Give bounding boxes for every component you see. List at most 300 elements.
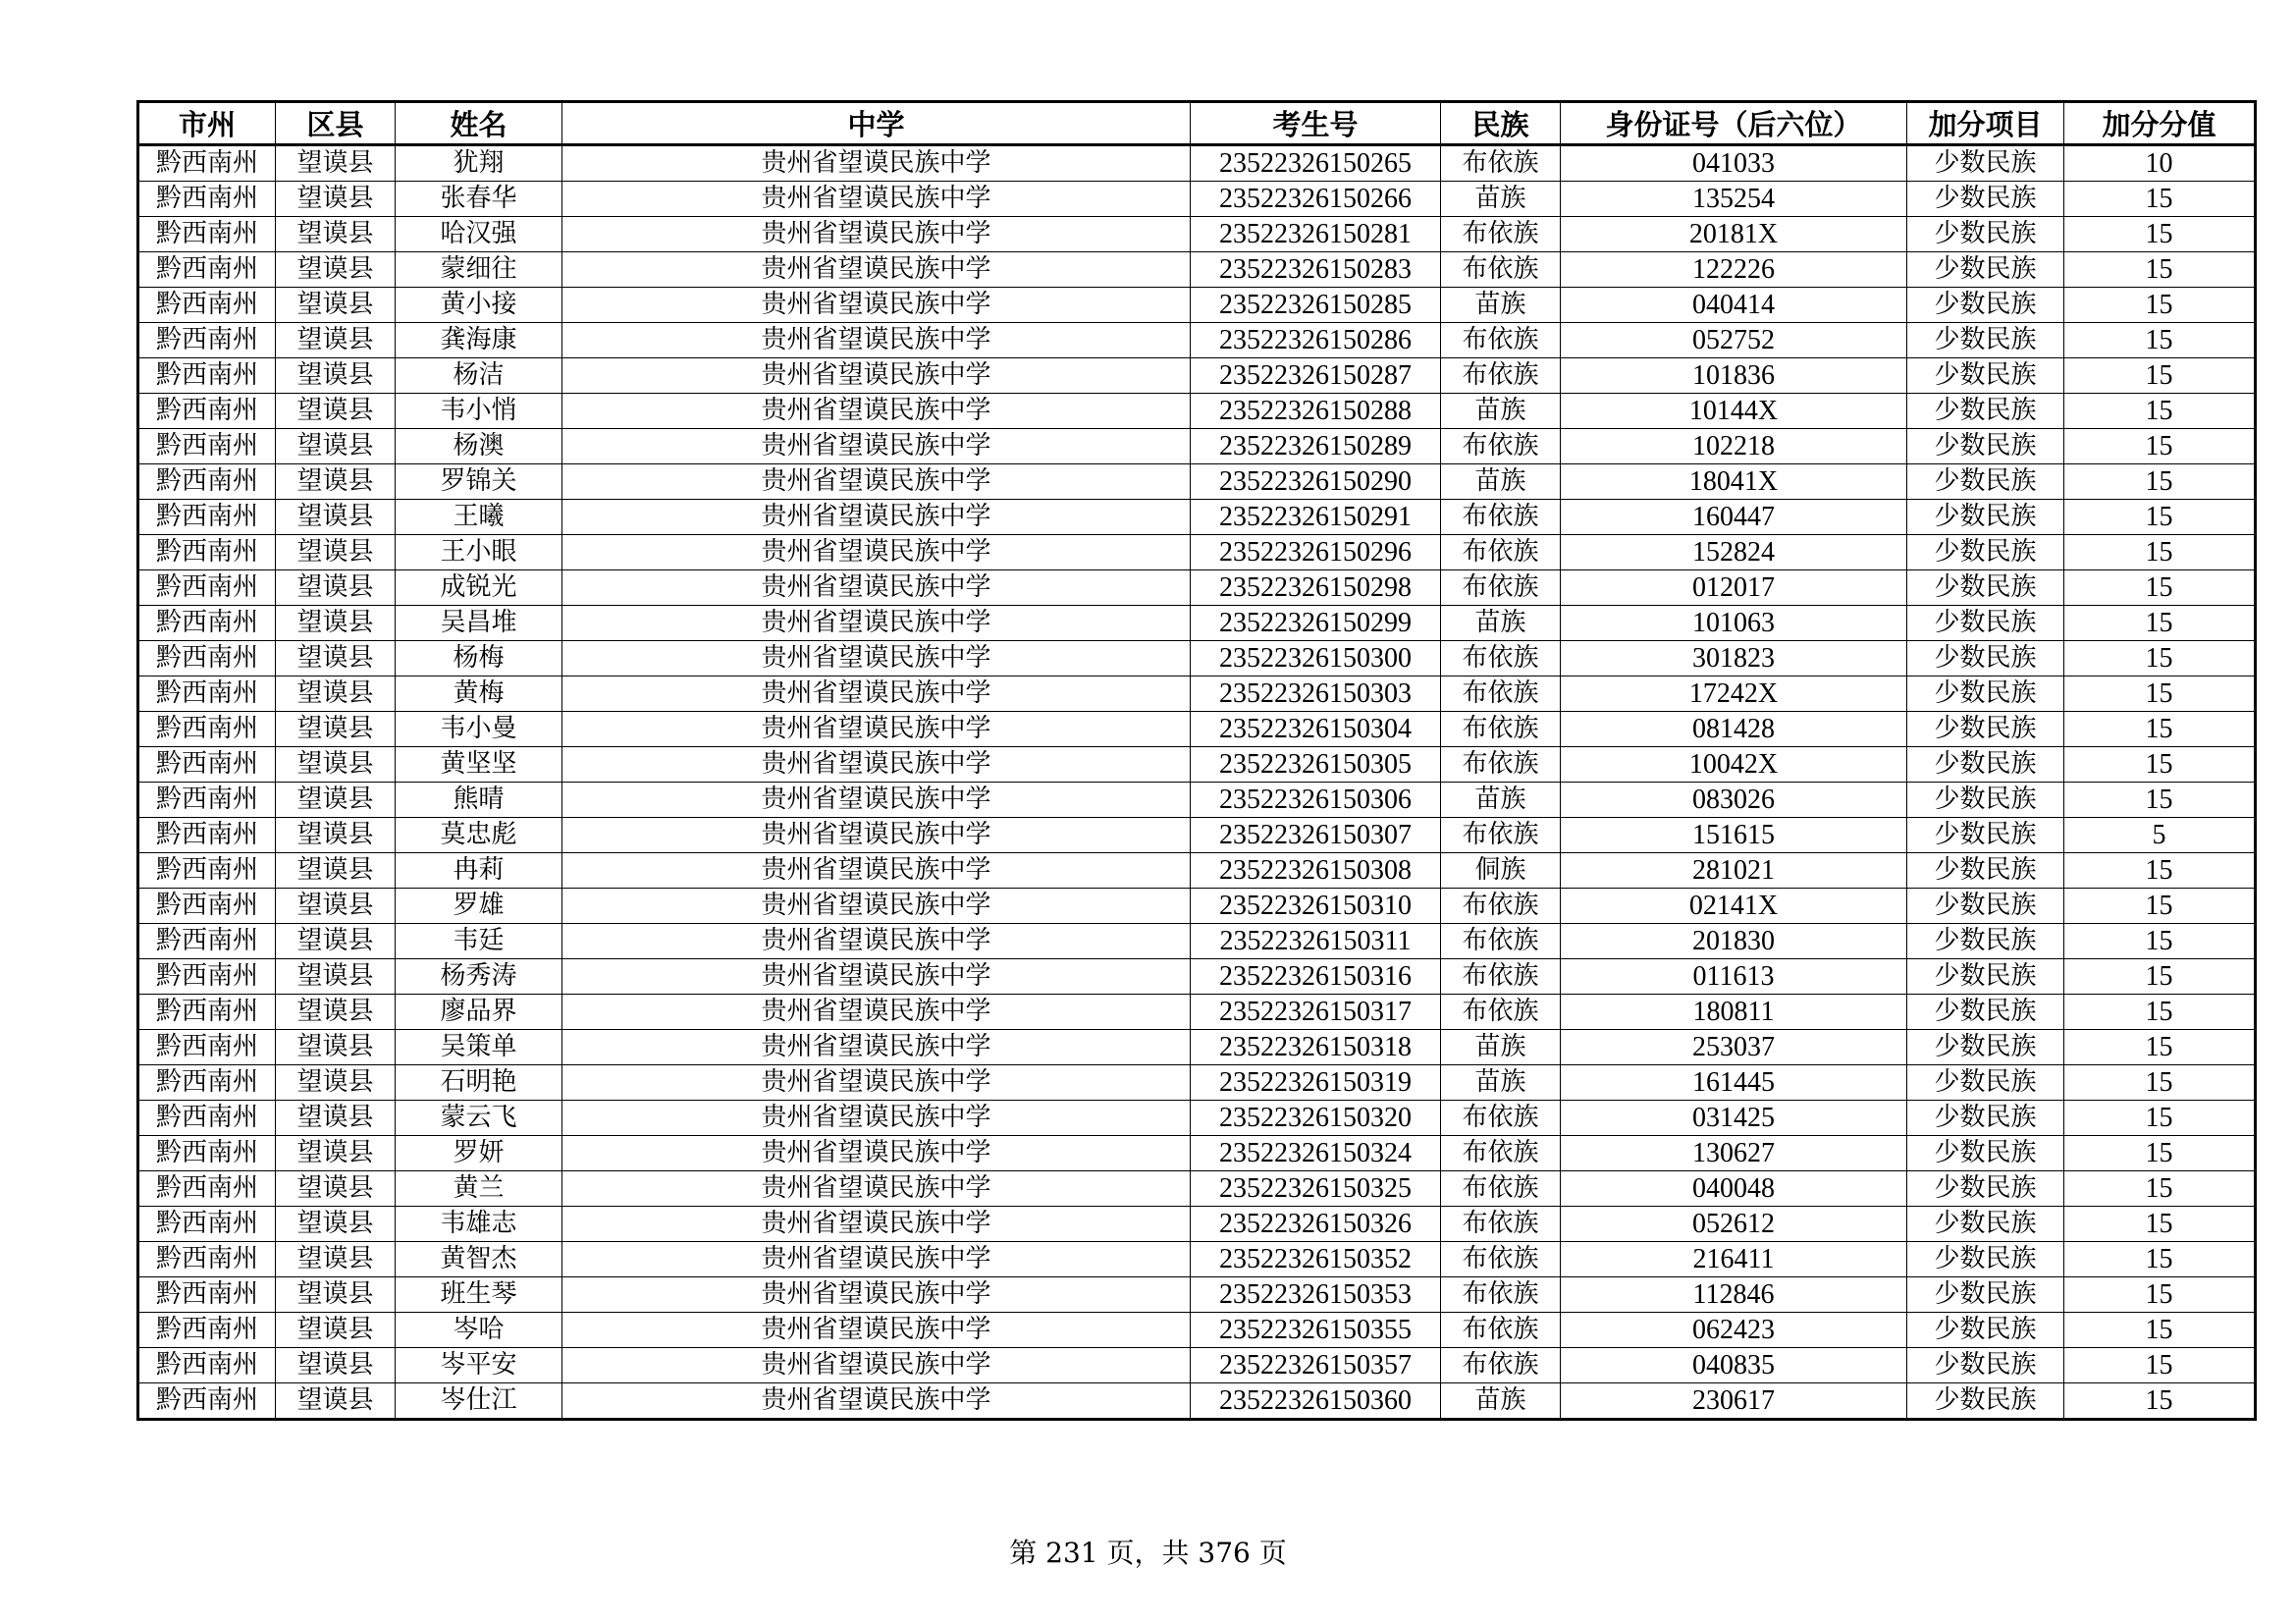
cell-bonus-value: 5: [2064, 818, 2256, 853]
cell-exam-number: 23522326150286: [1191, 323, 1441, 358]
table-row: [138, 1065, 2256, 1101]
cell-bonus-item: 少数民族: [1907, 924, 2064, 959]
cell-county: 望谟县: [276, 959, 396, 995]
cell-bonus-value: 15: [2064, 1207, 2256, 1242]
cell-bonus-value: 15: [2064, 394, 2256, 429]
cell-school: 贵州省望谟民族中学: [562, 182, 1191, 217]
table-row: [138, 1136, 2256, 1171]
cell-exam-number: 23522326150311: [1191, 924, 1441, 959]
cell-ethnicity: 布依族: [1441, 429, 1561, 464]
cell-ethnicity: 布依族: [1441, 889, 1561, 924]
cell-bonus-item: 少数民族: [1907, 464, 2064, 500]
cell-school: 贵州省望谟民族中学: [562, 394, 1191, 429]
cell-ethnicity: 布依族: [1441, 995, 1561, 1030]
cell-exam-number: 23522326150291: [1191, 500, 1441, 535]
cell-bonus-item: 少数民族: [1907, 217, 2064, 252]
cell-bonus-value: 15: [2064, 1136, 2256, 1171]
cell-ethnicity: 布依族: [1441, 1207, 1561, 1242]
cell-bonus-item: 少数民族: [1907, 1383, 2064, 1420]
cell-ethnicity: 苗族: [1441, 394, 1561, 429]
cell-id-suffix: 02141X: [1561, 889, 1907, 924]
cell-bonus-item: 少数民族: [1907, 783, 2064, 818]
cell-school: 贵州省望谟民族中学: [562, 677, 1191, 712]
cell-school: 贵州省望谟民族中学: [562, 358, 1191, 394]
cell-city: 黔西南州: [138, 783, 276, 818]
cell-ethnicity: 苗族: [1441, 182, 1561, 217]
cell-bonus-value: 15: [2064, 1277, 2256, 1313]
cell-ethnicity: 苗族: [1441, 1065, 1561, 1101]
column-header-county: 区县: [276, 102, 396, 145]
cell-id-suffix: 301823: [1561, 641, 1907, 677]
cell-school: 贵州省望谟民族中学: [562, 1383, 1191, 1420]
cell-school: 贵州省望谟民族中学: [562, 1101, 1191, 1136]
cell-county: 望谟县: [276, 252, 396, 288]
cell-bonus-value: 15: [2064, 924, 2256, 959]
cell-bonus-item: 少数民族: [1907, 959, 2064, 995]
cell-bonus-value: 15: [2064, 1171, 2256, 1207]
cell-name: 蒙云飞: [396, 1101, 562, 1136]
table-row: [138, 1277, 2256, 1313]
cell-id-suffix: 052612: [1561, 1207, 1907, 1242]
cell-bonus-item: 少数民族: [1907, 1171, 2064, 1207]
cell-bonus-value: 15: [2064, 1065, 2256, 1101]
cell-ethnicity: 布依族: [1441, 500, 1561, 535]
cell-city: 黔西南州: [138, 1348, 276, 1383]
cell-exam-number: 23522326150324: [1191, 1136, 1441, 1171]
cell-county: 望谟县: [276, 712, 396, 747]
cell-ethnicity: 布依族: [1441, 712, 1561, 747]
cell-bonus-value: 15: [2064, 535, 2256, 570]
cell-ethnicity: 布依族: [1441, 818, 1561, 853]
cell-county: 望谟县: [276, 783, 396, 818]
cell-bonus-value: 15: [2064, 853, 2256, 889]
cell-id-suffix: 216411: [1561, 1242, 1907, 1277]
cell-bonus-value: 15: [2064, 1383, 2256, 1420]
cell-bonus-value: 15: [2064, 1242, 2256, 1277]
cell-county: 望谟县: [276, 1207, 396, 1242]
table-row: [138, 995, 2256, 1030]
cell-bonus-item: 少数民族: [1907, 853, 2064, 889]
cell-exam-number: 23522326150360: [1191, 1383, 1441, 1420]
cell-school: 贵州省望谟民族中学: [562, 252, 1191, 288]
cell-county: 望谟县: [276, 217, 396, 252]
cell-city: 黔西南州: [138, 747, 276, 783]
cell-name: 杨梅: [396, 641, 562, 677]
cell-name: 犹翔: [396, 145, 562, 182]
cell-name: 罗妍: [396, 1136, 562, 1171]
cell-name: 韦小曼: [396, 712, 562, 747]
cell-bonus-value: 15: [2064, 429, 2256, 464]
cell-city: 黔西南州: [138, 677, 276, 712]
cell-bonus-item: 少数民族: [1907, 1207, 2064, 1242]
table-row: [138, 535, 2256, 570]
cell-county: 望谟县: [276, 1277, 396, 1313]
table-row: [138, 677, 2256, 712]
footer-prefix: 第: [1009, 1537, 1038, 1569]
cell-name: 韦雄志: [396, 1207, 562, 1242]
cell-city: 黔西南州: [138, 959, 276, 995]
cell-city: 黔西南州: [138, 394, 276, 429]
table-row: [138, 1207, 2256, 1242]
column-header-ethnicity: 民族: [1441, 102, 1561, 145]
cell-name: 班生琴: [396, 1277, 562, 1313]
cell-city: 黔西南州: [138, 429, 276, 464]
cell-exam-number: 23522326150316: [1191, 959, 1441, 995]
cell-bonus-item: 少数民族: [1907, 747, 2064, 783]
cell-city: 黔西南州: [138, 358, 276, 394]
cell-ethnicity: 布依族: [1441, 570, 1561, 606]
cell-county: 望谟县: [276, 1065, 396, 1101]
cell-exam-number: 23522326150300: [1191, 641, 1441, 677]
cell-id-suffix: 040048: [1561, 1171, 1907, 1207]
cell-id-suffix: 152824: [1561, 535, 1907, 570]
cell-school: 贵州省望谟民族中学: [562, 924, 1191, 959]
cell-school: 贵州省望谟民族中学: [562, 1277, 1191, 1313]
cell-bonus-value: 15: [2064, 677, 2256, 712]
table-row: [138, 1313, 2256, 1348]
cell-name: 莫忠彪: [396, 818, 562, 853]
cell-school: 贵州省望谟民族中学: [562, 1136, 1191, 1171]
table-row: [138, 145, 2256, 182]
table-row: [138, 394, 2256, 429]
cell-school: 贵州省望谟民族中学: [562, 323, 1191, 358]
cell-school: 贵州省望谟民族中学: [562, 959, 1191, 995]
cell-name: 龚海康: [396, 323, 562, 358]
cell-bonus-item: 少数民族: [1907, 394, 2064, 429]
cell-county: 望谟县: [276, 1101, 396, 1136]
cell-exam-number: 23522326150289: [1191, 429, 1441, 464]
cell-name: 哈汉强: [396, 217, 562, 252]
cell-school: 贵州省望谟民族中学: [562, 641, 1191, 677]
cell-id-suffix: 201830: [1561, 924, 1907, 959]
cell-county: 望谟县: [276, 464, 396, 500]
table-row: [138, 712, 2256, 747]
cell-id-suffix: 20181X: [1561, 217, 1907, 252]
table-row: [138, 252, 2256, 288]
cell-ethnicity: 布依族: [1441, 641, 1561, 677]
cell-name: 黄梅: [396, 677, 562, 712]
cell-id-suffix: 012017: [1561, 570, 1907, 606]
cell-exam-number: 23522326150299: [1191, 606, 1441, 641]
table-header-row: [138, 102, 2256, 145]
cell-ethnicity: 布依族: [1441, 535, 1561, 570]
table-body: [138, 145, 2256, 1420]
cell-ethnicity: 布依族: [1441, 959, 1561, 995]
cell-school: 贵州省望谟民族中学: [562, 464, 1191, 500]
cell-city: 黔西南州: [138, 288, 276, 323]
cell-bonus-value: 15: [2064, 500, 2256, 535]
cell-id-suffix: 18041X: [1561, 464, 1907, 500]
cell-exam-number: 23522326150318: [1191, 1030, 1441, 1065]
cell-id-suffix: 083026: [1561, 783, 1907, 818]
cell-id-suffix: 031425: [1561, 1101, 1907, 1136]
cell-county: 望谟县: [276, 853, 396, 889]
cell-name: 黄坚坚: [396, 747, 562, 783]
cell-county: 望谟县: [276, 570, 396, 606]
cell-city: 黔西南州: [138, 641, 276, 677]
cell-id-suffix: 040414: [1561, 288, 1907, 323]
page-footer: [0, 1532, 2296, 1571]
cell-bonus-value: 15: [2064, 959, 2256, 995]
cell-bonus-item: 少数民族: [1907, 1242, 2064, 1277]
cell-county: 望谟县: [276, 1171, 396, 1207]
cell-county: 望谟县: [276, 1136, 396, 1171]
roster-sheet: [136, 100, 2254, 1421]
cell-id-suffix: 052752: [1561, 323, 1907, 358]
cell-ethnicity: 布依族: [1441, 145, 1561, 182]
cell-city: 黔西南州: [138, 500, 276, 535]
table-row: [138, 641, 2256, 677]
cell-city: 黔西南州: [138, 464, 276, 500]
cell-school: 贵州省望谟民族中学: [562, 1207, 1191, 1242]
cell-school: 贵州省望谟民族中学: [562, 217, 1191, 252]
cell-ethnicity: 苗族: [1441, 783, 1561, 818]
cell-exam-number: 23522326150355: [1191, 1313, 1441, 1348]
cell-bonus-item: 少数民族: [1907, 570, 2064, 606]
cell-ethnicity: 苗族: [1441, 1030, 1561, 1065]
bonus-points-table: [136, 100, 2257, 1421]
cell-ethnicity: 侗族: [1441, 853, 1561, 889]
cell-city: 黔西南州: [138, 1313, 276, 1348]
cell-county: 望谟县: [276, 394, 396, 429]
column-header-bonus-item: 加分项目: [1907, 102, 2064, 145]
cell-city: 黔西南州: [138, 606, 276, 641]
cell-bonus-item: 少数民族: [1907, 641, 2064, 677]
cell-city: 黔西南州: [138, 1242, 276, 1277]
cell-id-suffix: 112846: [1561, 1277, 1907, 1313]
table-row: [138, 323, 2256, 358]
cell-county: 望谟县: [276, 535, 396, 570]
table-row: [138, 783, 2256, 818]
cell-exam-number: 23522326150357: [1191, 1348, 1441, 1383]
cell-ethnicity: 苗族: [1441, 1383, 1561, 1420]
table-row: [138, 1171, 2256, 1207]
cell-bonus-value: 15: [2064, 464, 2256, 500]
cell-school: 贵州省望谟民族中学: [562, 783, 1191, 818]
cell-bonus-item: 少数民族: [1907, 606, 2064, 641]
cell-exam-number: 23522326150310: [1191, 889, 1441, 924]
cell-county: 望谟县: [276, 323, 396, 358]
cell-city: 黔西南州: [138, 1207, 276, 1242]
cell-ethnicity: 苗族: [1441, 464, 1561, 500]
cell-city: 黔西南州: [138, 995, 276, 1030]
cell-county: 望谟县: [276, 500, 396, 535]
cell-county: 望谟县: [276, 924, 396, 959]
cell-county: 望谟县: [276, 995, 396, 1030]
cell-bonus-value: 15: [2064, 995, 2256, 1030]
cell-school: 贵州省望谟民族中学: [562, 712, 1191, 747]
cell-exam-number: 23522326150303: [1191, 677, 1441, 712]
cell-city: 黔西南州: [138, 323, 276, 358]
cell-exam-number: 23522326150287: [1191, 358, 1441, 394]
cell-name: 黄兰: [396, 1171, 562, 1207]
column-header-bonus-value: 加分分值: [2064, 102, 2256, 145]
cell-id-suffix: 062423: [1561, 1313, 1907, 1348]
cell-bonus-value: 15: [2064, 1030, 2256, 1065]
cell-bonus-value: 15: [2064, 783, 2256, 818]
cell-name: 吴昌堆: [396, 606, 562, 641]
table-row: [138, 818, 2256, 853]
cell-id-suffix: 135254: [1561, 182, 1907, 217]
cell-name: 成锐光: [396, 570, 562, 606]
cell-exam-number: 23522326150320: [1191, 1101, 1441, 1136]
cell-school: 贵州省望谟民族中学: [562, 747, 1191, 783]
cell-name: 岑仕江: [396, 1383, 562, 1420]
cell-name: 韦廷: [396, 924, 562, 959]
cell-ethnicity: 布依族: [1441, 217, 1561, 252]
cell-bonus-value: 15: [2064, 889, 2256, 924]
cell-bonus-item: 少数民族: [1907, 677, 2064, 712]
cell-name: 王曦: [396, 500, 562, 535]
cell-city: 黔西南州: [138, 1277, 276, 1313]
table-row: [138, 1101, 2256, 1136]
cell-bonus-item: 少数民族: [1907, 995, 2064, 1030]
cell-bonus-value: 15: [2064, 606, 2256, 641]
cell-school: 贵州省望谟民族中学: [562, 853, 1191, 889]
cell-school: 贵州省望谟民族中学: [562, 429, 1191, 464]
cell-bonus-value: 15: [2064, 1348, 2256, 1383]
cell-name: 冉莉: [396, 853, 562, 889]
cell-name: 罗雄: [396, 889, 562, 924]
footer-middle: 页，共: [1106, 1537, 1190, 1569]
cell-id-suffix: 040835: [1561, 1348, 1907, 1383]
cell-bonus-value: 15: [2064, 641, 2256, 677]
table-row: [138, 889, 2256, 924]
cell-ethnicity: 布依族: [1441, 323, 1561, 358]
table-row: [138, 959, 2256, 995]
cell-ethnicity: 布依族: [1441, 358, 1561, 394]
cell-exam-number: 23522326150298: [1191, 570, 1441, 606]
cell-city: 黔西南州: [138, 1065, 276, 1101]
cell-id-suffix: 160447: [1561, 500, 1907, 535]
cell-county: 望谟县: [276, 1383, 396, 1420]
cell-bonus-item: 少数民族: [1907, 535, 2064, 570]
cell-name: 杨秀涛: [396, 959, 562, 995]
column-header-school: 中学: [562, 102, 1191, 145]
cell-bonus-value: 15: [2064, 252, 2256, 288]
cell-ethnicity: 布依族: [1441, 1136, 1561, 1171]
cell-name: 杨洁: [396, 358, 562, 394]
cell-bonus-item: 少数民族: [1907, 889, 2064, 924]
column-header-name: 姓名: [396, 102, 562, 145]
table-row: [138, 606, 2256, 641]
cell-ethnicity: 布依族: [1441, 1171, 1561, 1207]
cell-bonus-item: 少数民族: [1907, 182, 2064, 217]
cell-bonus-value: 15: [2064, 217, 2256, 252]
table-row: [138, 288, 2256, 323]
cell-exam-number: 23522326150306: [1191, 783, 1441, 818]
cell-city: 黔西南州: [138, 182, 276, 217]
cell-id-suffix: 130627: [1561, 1136, 1907, 1171]
cell-ethnicity: 布依族: [1441, 677, 1561, 712]
cell-county: 望谟县: [276, 677, 396, 712]
table-row: [138, 1030, 2256, 1065]
cell-id-suffix: 180811: [1561, 995, 1907, 1030]
cell-city: 黔西南州: [138, 853, 276, 889]
cell-school: 贵州省望谟民族中学: [562, 1242, 1191, 1277]
cell-ethnicity: 苗族: [1441, 288, 1561, 323]
cell-school: 贵州省望谟民族中学: [562, 535, 1191, 570]
cell-bonus-item: 少数民族: [1907, 323, 2064, 358]
cell-exam-number: 23522326150304: [1191, 712, 1441, 747]
cell-bonus-item: 少数民族: [1907, 358, 2064, 394]
cell-ethnicity: 布依族: [1441, 1242, 1561, 1277]
cell-bonus-value: 15: [2064, 358, 2256, 394]
cell-name: 王小眼: [396, 535, 562, 570]
cell-exam-number: 23522326150325: [1191, 1171, 1441, 1207]
cell-name: 韦小悄: [396, 394, 562, 429]
cell-id-suffix: 17242X: [1561, 677, 1907, 712]
table-row: [138, 570, 2256, 606]
table-row: [138, 924, 2256, 959]
footer-total-pages: 376: [1198, 1537, 1251, 1569]
cell-city: 黔西南州: [138, 217, 276, 252]
cell-county: 望谟县: [276, 641, 396, 677]
cell-school: 贵州省望谟民族中学: [562, 818, 1191, 853]
cell-bonus-value: 15: [2064, 1313, 2256, 1348]
cell-bonus-item: 少数民族: [1907, 1348, 2064, 1383]
cell-name: 蒙细往: [396, 252, 562, 288]
cell-bonus-value: 15: [2064, 712, 2256, 747]
cell-city: 黔西南州: [138, 889, 276, 924]
cell-id-suffix: 151615: [1561, 818, 1907, 853]
cell-city: 黔西南州: [138, 535, 276, 570]
table-row: [138, 464, 2256, 500]
cell-bonus-item: 少数民族: [1907, 818, 2064, 853]
cell-exam-number: 23522326150283: [1191, 252, 1441, 288]
cell-bonus-item: 少数民族: [1907, 1030, 2064, 1065]
cell-bonus-item: 少数民族: [1907, 1313, 2064, 1348]
cell-exam-number: 23522326150307: [1191, 818, 1441, 853]
cell-county: 望谟县: [276, 1348, 396, 1383]
cell-id-suffix: 10042X: [1561, 747, 1907, 783]
cell-id-suffix: 041033: [1561, 145, 1907, 182]
cell-city: 黔西南州: [138, 1030, 276, 1065]
cell-school: 贵州省望谟民族中学: [562, 606, 1191, 641]
cell-bonus-item: 少数民族: [1907, 145, 2064, 182]
cell-bonus-value: 15: [2064, 182, 2256, 217]
cell-ethnicity: 布依族: [1441, 924, 1561, 959]
cell-ethnicity: 布依族: [1441, 747, 1561, 783]
cell-name: 廖品界: [396, 995, 562, 1030]
cell-name: 岑平安: [396, 1348, 562, 1383]
cell-exam-number: 23522326150290: [1191, 464, 1441, 500]
cell-city: 黔西南州: [138, 1171, 276, 1207]
cell-bonus-item: 少数民族: [1907, 429, 2064, 464]
cell-exam-number: 23522326150288: [1191, 394, 1441, 429]
cell-county: 望谟县: [276, 747, 396, 783]
cell-name: 杨澳: [396, 429, 562, 464]
cell-exam-number: 23522326150317: [1191, 995, 1441, 1030]
table-row: [138, 747, 2256, 783]
cell-exam-number: 23522326150265: [1191, 145, 1441, 182]
cell-county: 望谟县: [276, 182, 396, 217]
cell-exam-number: 23522326150296: [1191, 535, 1441, 570]
cell-county: 望谟县: [276, 606, 396, 641]
cell-bonus-item: 少数民族: [1907, 288, 2064, 323]
cell-ethnicity: 布依族: [1441, 1277, 1561, 1313]
cell-bonus-item: 少数民族: [1907, 500, 2064, 535]
cell-county: 望谟县: [276, 1313, 396, 1348]
cell-exam-number: 23522326150308: [1191, 853, 1441, 889]
table-row: [138, 429, 2256, 464]
column-header-id-suffix: 身份证号（后六位）: [1561, 102, 1907, 145]
cell-bonus-item: 少数民族: [1907, 712, 2064, 747]
cell-city: 黔西南州: [138, 145, 276, 182]
cell-bonus-item: 少数民族: [1907, 1065, 2064, 1101]
cell-exam-number: 23522326150285: [1191, 288, 1441, 323]
cell-bonus-value: 15: [2064, 1101, 2256, 1136]
